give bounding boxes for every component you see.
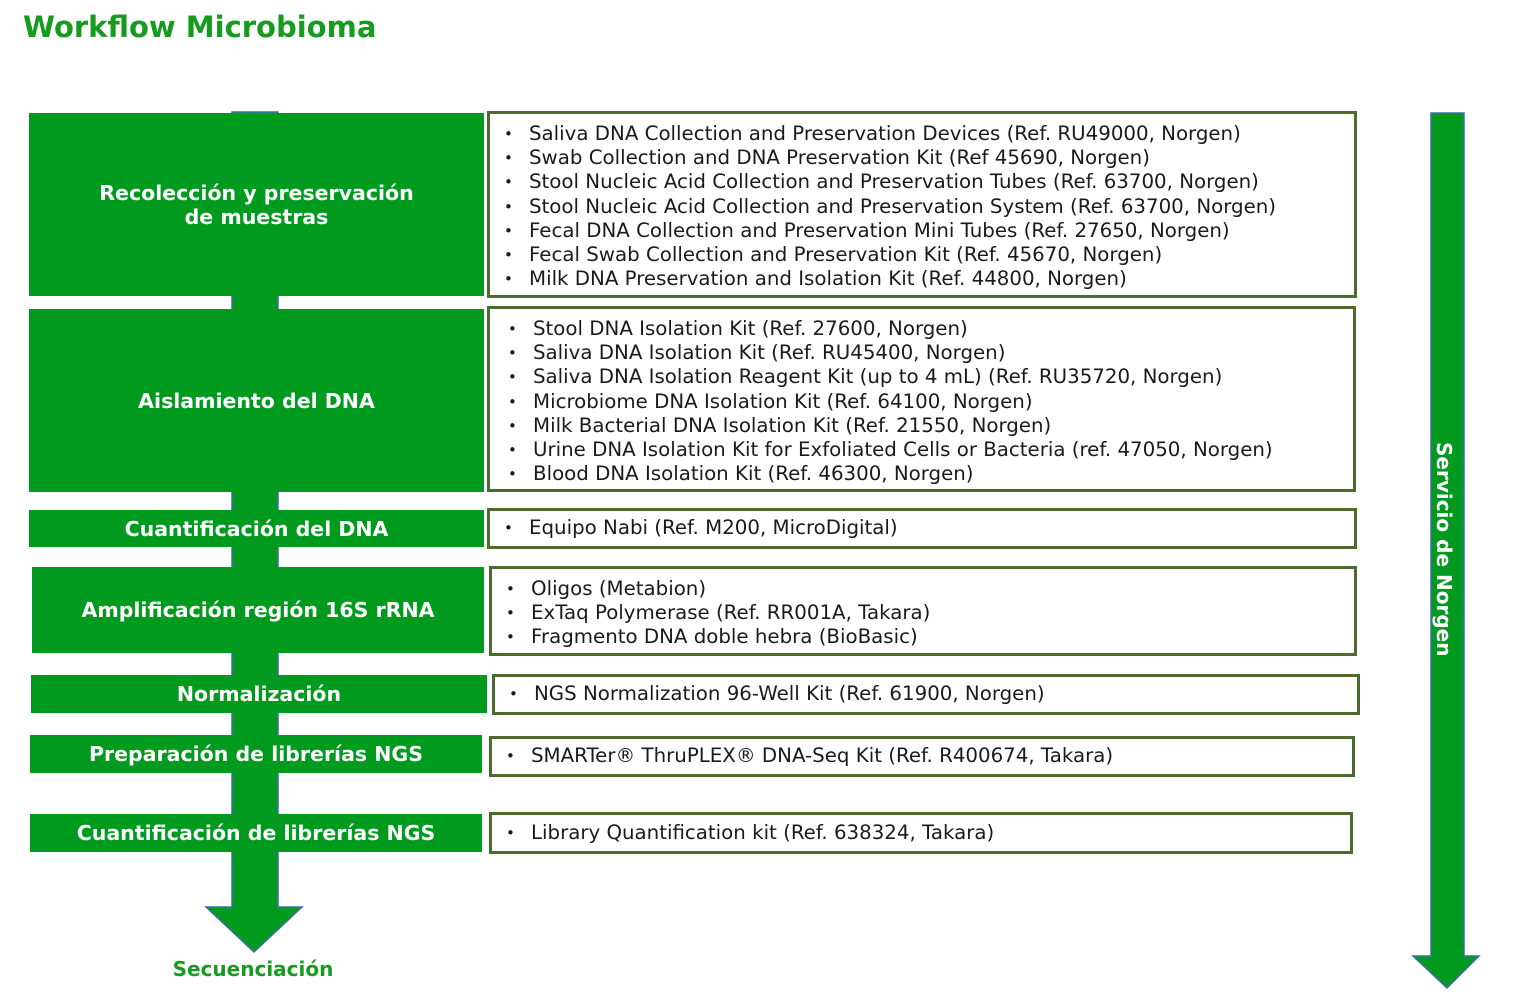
kit-list-16s-amplification [489, 566, 1357, 656]
list-item: • Urine DNA Isolation Kit for Exfoliated Cells or Bacteria (ref. 47050, Norgen) [507, 438, 1341, 462]
kit-list-dna-isolation [487, 306, 1356, 492]
list-item: • Microbiome DNA Isolation Kit (Ref. 64100, Norgen) [507, 390, 1341, 414]
list-item: • Swab Collection and DNA Preservation Kit (Ref 45690, Norgen) [503, 146, 1342, 170]
list-item: • SMARTer® ThruPLEX® DNA-Seq Kit (Ref. R400674, Takara) [505, 744, 1340, 768]
step-normalization [31, 675, 487, 713]
step-ngs-library-prep [30, 735, 482, 773]
step-label: Preparación de librerías NGS [89, 742, 423, 766]
list-item: • Stool Nucleic Acid Collection and Preservation System (Ref. 63700, Norgen) [503, 195, 1342, 219]
step-label: Normalización [176, 682, 342, 706]
list-item: • Equipo Nabi (Ref. M200, MicroDigital) [503, 516, 1342, 540]
kit-list-dna-quantification [487, 508, 1357, 549]
list-item: • Milk Bacterial DNA Isolation Kit (Ref. 21550, Norgen) [507, 414, 1341, 438]
list-item: • Blood DNA Isolation Kit (Ref. 46300, Norgen) [507, 462, 1341, 486]
list-item: • Fecal Swab Collection and Preservation Kit (Ref. 45670, Norgen) [503, 243, 1342, 267]
kit-list-sample-collection [487, 111, 1357, 298]
step-label: Aislamiento del DNA [138, 388, 375, 413]
step-label: Amplificación región 16S rRNA [81, 598, 435, 622]
norgen-service-label: Servicio de Norgen [1432, 442, 1456, 657]
list-item: • Oligos (Metabion) [505, 577, 1342, 601]
list-item: • Saliva DNA Isolation Kit (Ref. RU45400, Norgen) [507, 341, 1341, 365]
list-item: • Stool Nucleic Acid Collection and Preservation Tubes (Ref. 63700, Norgen) [503, 170, 1342, 194]
step-label: Cuantificación de librerías NGS [76, 821, 436, 845]
list-item: • Fecal DNA Collection and Preservation Mini Tubes (Ref. 27650, Norgen) [503, 219, 1342, 243]
page-title: Workflow Microbioma [23, 10, 377, 44]
list-item: • Library Quantification kit (Ref. 638324, Takara) [505, 821, 1338, 845]
step-dna-quantification [29, 510, 484, 547]
step-label: Recolección y preservación de muestras [99, 180, 414, 229]
kit-list-ngs-library-prep [489, 736, 1355, 777]
list-item: • NGS Normalization 96-Well Kit (Ref. 61900, Norgen) [508, 682, 1345, 706]
list-item: • ExTaq Polymerase (Ref. RR001A, Takara) [505, 601, 1342, 625]
kit-list-normalization [492, 674, 1360, 715]
step-16s-amplification [32, 567, 484, 653]
step-label: Cuantificación del DNA [124, 516, 389, 541]
list-item: • Fragmento DNA doble hebra (BioBasic) [505, 625, 1342, 649]
sequencing-label: Secuenciación [172, 957, 334, 981]
list-item: • Saliva DNA Isolation Reagent Kit (up to 4 mL) (Ref. RU35720, Norgen) [507, 365, 1341, 389]
list-item: • Stool DNA Isolation Kit (Ref. 27600, Norgen) [507, 317, 1341, 341]
list-item: • Milk DNA Preservation and Isolation Kit (Ref. 44800, Norgen) [503, 267, 1342, 291]
kit-list-ngs-library-quantification [489, 812, 1353, 854]
step-sample-collection [29, 113, 484, 296]
step-ngs-library-quantification [30, 814, 482, 852]
list-item: • Saliva DNA Collection and Preservation Devices (Ref. RU49000, Norgen) [503, 122, 1342, 146]
step-dna-isolation [29, 309, 484, 492]
